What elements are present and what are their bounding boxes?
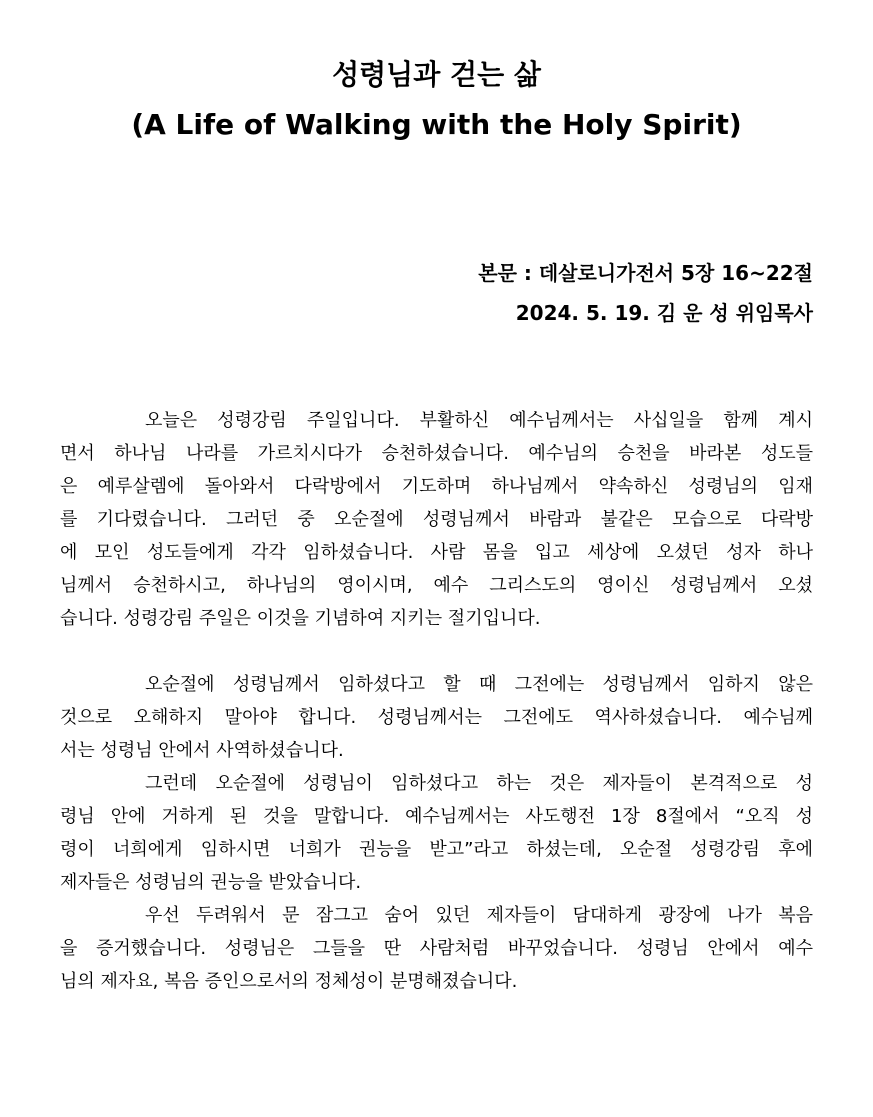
paragraph-line: 을 증거했습니다. 성령님은 그들을 딴 사람처럼 바꾸었습니다. 성령님 안에서 예수 — [60, 938, 813, 959]
paragraph-line: 령이 너희에게 임하시면 너희가 권능을 받고”라고 하셨는데, 오순절 성령강림 후에 — [60, 839, 813, 860]
paragraph-3 — [60, 767, 813, 899]
title-korean: 성령님과 걷는 삶 — [332, 58, 541, 91]
paragraph-line: 님의 제자요, 복음 증인으로서의 정체성이 분명해졌습니다. — [60, 971, 518, 992]
title-english: (A Life of Walking with the Holy Spirit) — [131, 108, 742, 141]
paragraph-line: 서는 성령님 안에서 사역하셨습니다. — [60, 740, 344, 761]
paragraph-line: 에 모인 성도들에게 각각 임하셨습니다. 사람 몸을 입고 세상에 오셨던 성자 하나 — [60, 542, 813, 563]
paragraph-line: 령님 안에 거하게 된 것을 말합니다. 예수님께서는 사도행전 1장 8절에서 “오직 성 — [60, 806, 813, 827]
title-block — [0, 50, 873, 150]
paragraph-4 — [60, 899, 813, 998]
paragraph-line: 습니다. 성령강림 주일은 이것을 기념하여 지키는 절기입니다. — [60, 608, 541, 629]
paragraph-line: 님께서 승천하시고, 하나님의 영이시며, 예수 그리스도의 영이신 성령님께서 오셨 — [60, 575, 813, 596]
paragraph-line: 것으로 오해하지 말아야 합니다. 성령님께서는 그전에도 역사하셨습니다. 예수님께 — [60, 707, 813, 728]
date-and-preacher: 2024. 5. 19. 김 운 성 위임목사 — [515, 301, 813, 325]
paragraph-line: 면서 하나님 나라를 가르치시다가 승천하셨습니다. 예수님의 승천을 바라본 성도들 — [60, 443, 813, 464]
paragraph-line: 우선 두려워서 문 잠그고 숨어 있던 제자들이 담대하게 광장에 나가 복음 — [145, 905, 813, 926]
paragraph-line: 를 기다렸습니다. 그러던 중 오순절에 성령님께서 바람과 불같은 모습으로 다락방 — [60, 509, 813, 530]
paragraph-line: 제자들은 성령님의 권능을 받았습니다. — [60, 872, 362, 893]
scripture-reference: 본문 : 데살로니가전서 5장 16~22절 — [478, 261, 813, 285]
sermon-body — [60, 404, 813, 998]
paragraph-2 — [60, 668, 813, 767]
paragraph-line: 그런데 오순절에 성령님이 임하셨다고 하는 것은 제자들이 본격적으로 성 — [145, 773, 813, 794]
paragraph-line: 은 예루살렘에 돌아와서 다락방에서 기도하며 하나님께서 약속하신 성령님의 임재 — [60, 476, 813, 497]
sermon-meta — [478, 253, 813, 333]
paragraph-1 — [60, 404, 813, 635]
paragraph-line: 오순절에 성령님께서 임하셨다고 할 때 그전에는 성령님께서 임하지 않은 — [145, 674, 813, 695]
paragraph-line: 오늘은 성령강림 주일입니다. 부활하신 예수님께서는 사십일을 함께 계시 — [145, 410, 813, 431]
paragraph-spacer — [60, 635, 813, 668]
